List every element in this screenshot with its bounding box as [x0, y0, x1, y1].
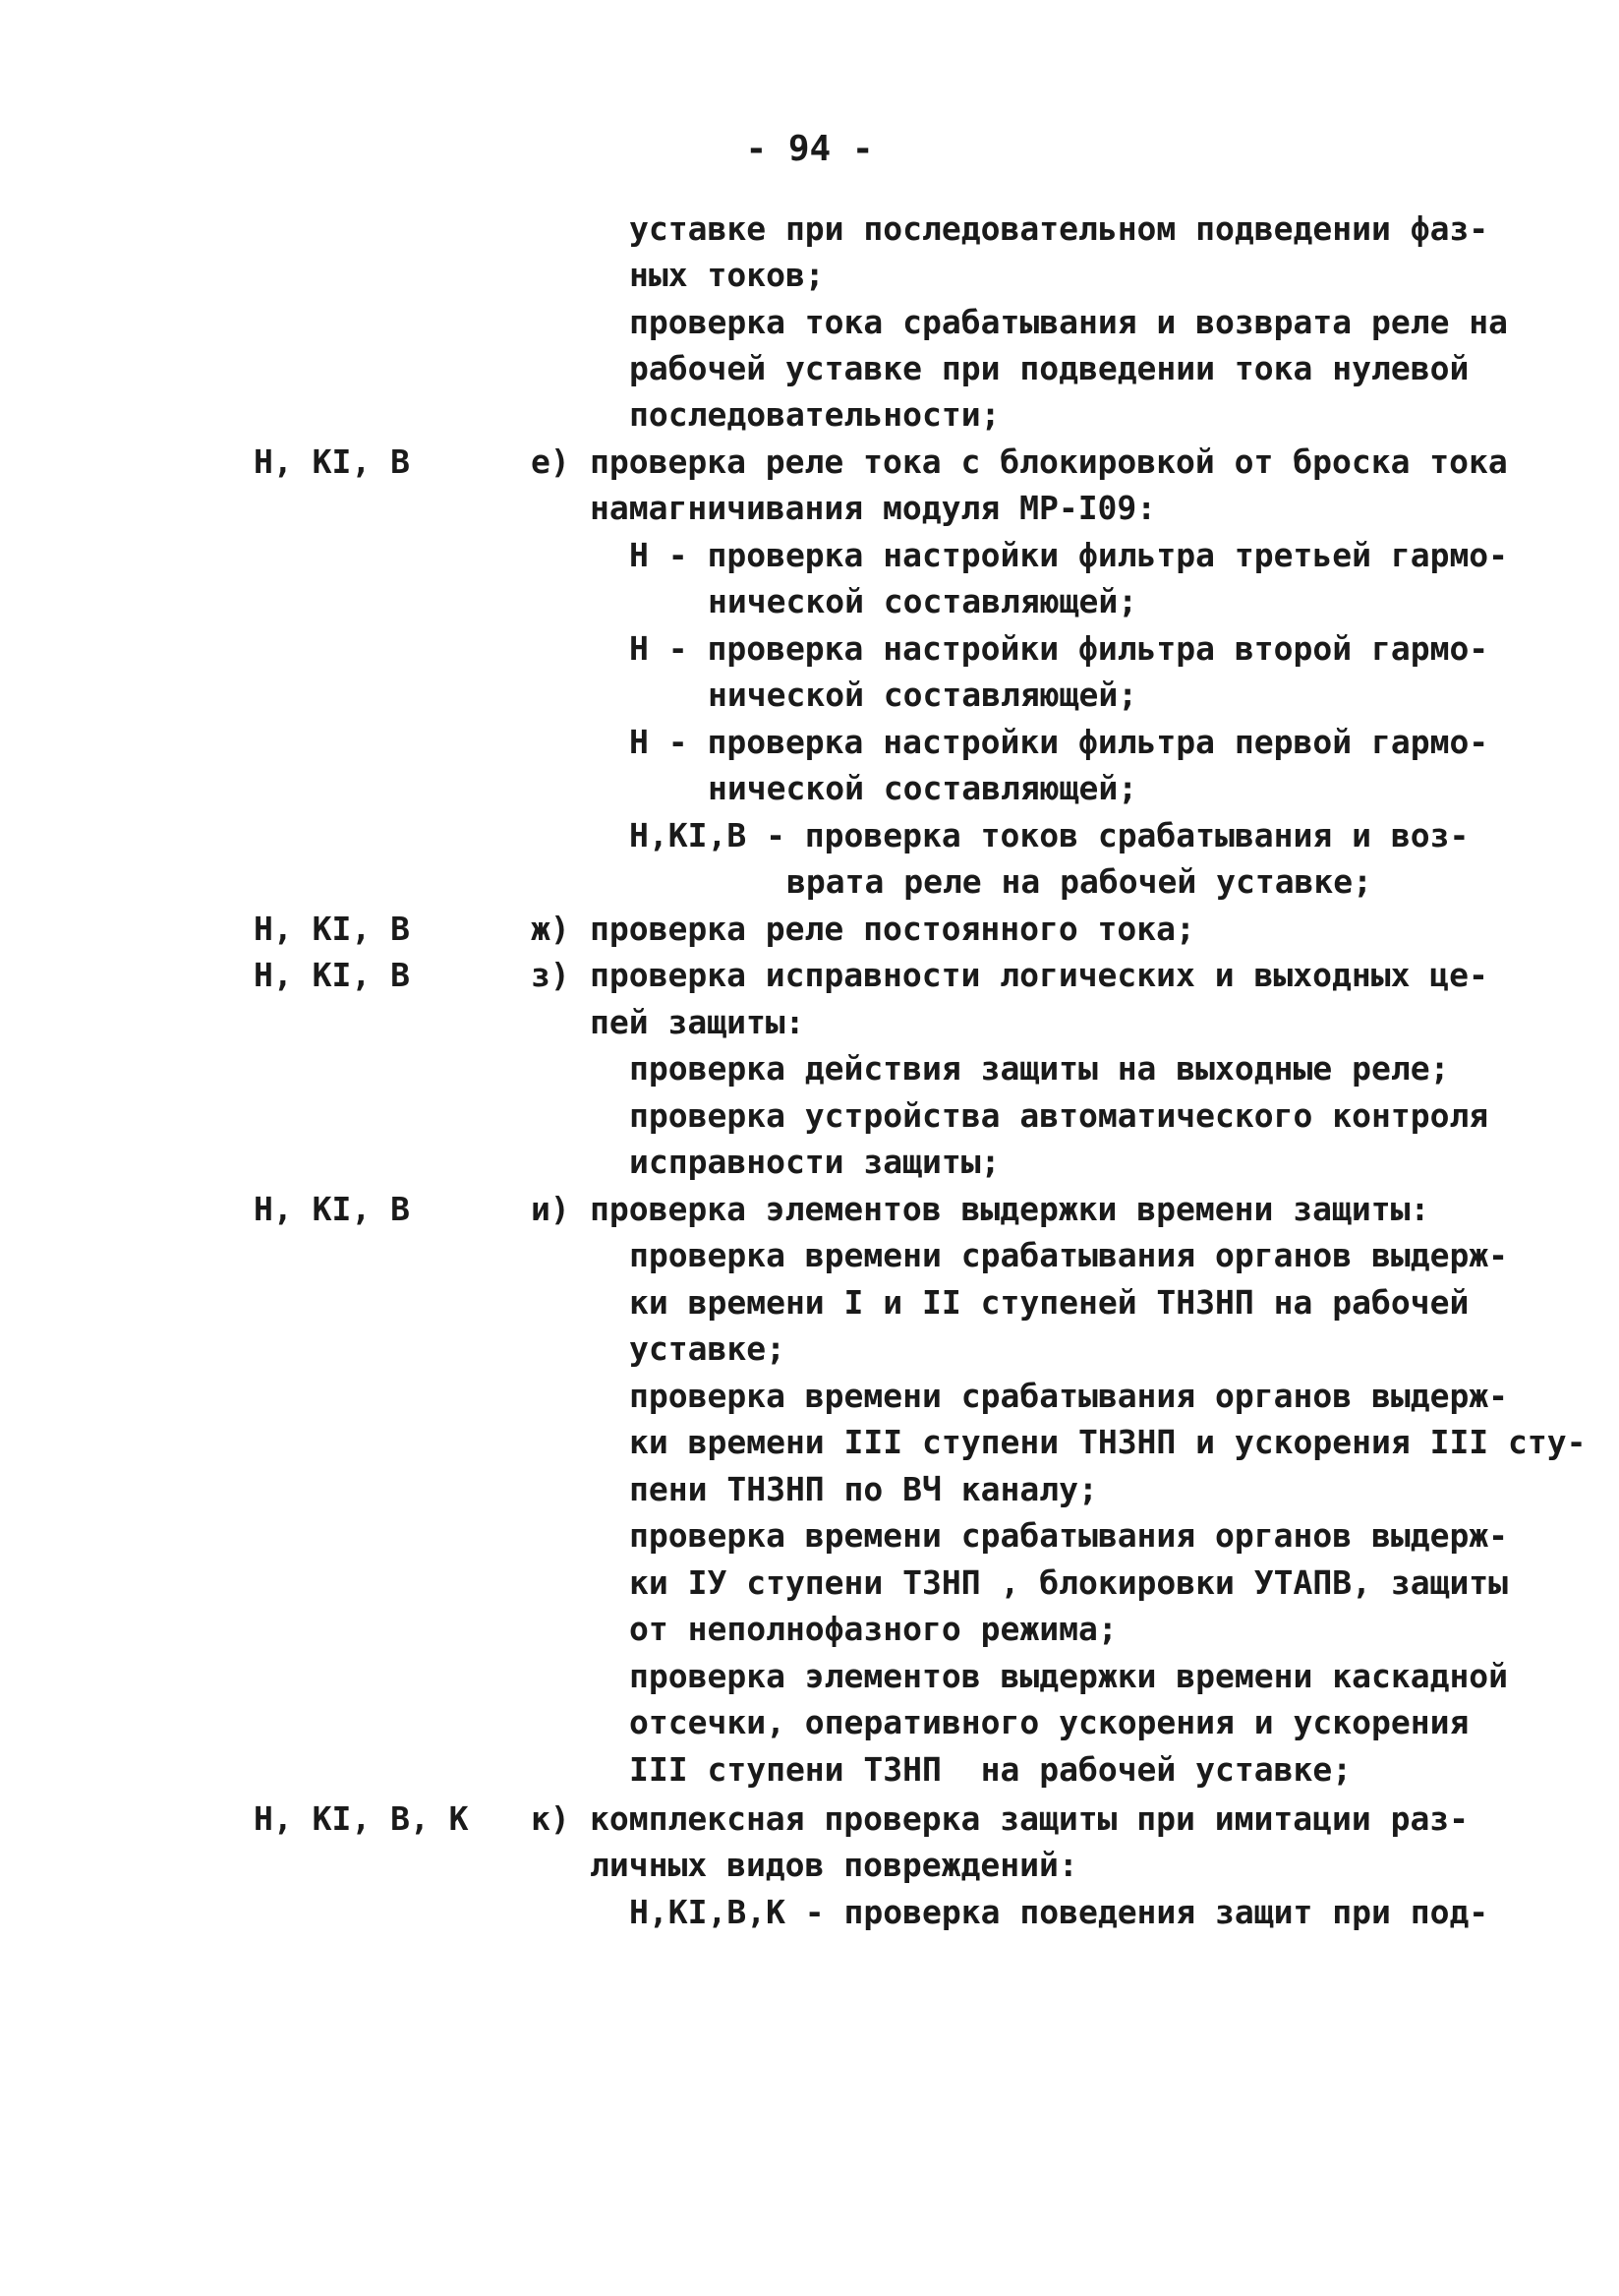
item-code: Н, КI, В [254, 1190, 410, 1228]
item-marker: и) [531, 1190, 570, 1228]
sub-item-text: ки времени I и II ступеней ТНЗНП на рабочей [629, 1283, 1470, 1322]
item-text: личных видов повреждений: [590, 1846, 1078, 1884]
sub-item-text: проверка времени срабатывания органов выдерж- [629, 1236, 1509, 1274]
item-text: проверка исправности логических и выходных це- [590, 956, 1488, 994]
item-text: проверка реле тока с блокировкой от броска тока [590, 442, 1508, 481]
sub-item-text: нической составляющей; [708, 769, 1138, 807]
text-line: ных токов; [629, 256, 825, 294]
sub-item-text: ки IУ ступени ТЗНП , блокировки УТАПВ, защиты [629, 1563, 1509, 1602]
item-text: проверка элементов выдержки времени защиты: [590, 1190, 1430, 1228]
sub-item-text: нической составляющей; [708, 582, 1138, 620]
item-marker: з) [531, 956, 570, 994]
sub-item-text: Н - проверка настройки фильтра первой гармо- [629, 723, 1489, 761]
sub-item-text: проверка устройства автоматического контроля [629, 1096, 1489, 1135]
item-text: пей защиты: [590, 1003, 805, 1041]
sub-item-text: Н - проверка настройки фильтра третьей гармо- [629, 536, 1509, 574]
item-code: Н, КI, В [254, 442, 410, 481]
sub-item-text: нической составляющей; [708, 676, 1138, 714]
sub-item-text: исправности защиты; [629, 1143, 1001, 1181]
sub-item-text: отсечки, оперативного ускорения и ускорения [629, 1703, 1470, 1741]
text-line: последовательности; [629, 395, 1001, 434]
item-text: проверка реле постоянного тока; [590, 910, 1195, 948]
item-code: Н, КI, В [254, 956, 410, 994]
sub-item-text: III ступени ТЗНП на рабочей уставке; [629, 1750, 1353, 1789]
sub-item-text: проверка времени срабатывания органов выдерж- [629, 1516, 1509, 1555]
sub-item-text: пени ТНЗНП по ВЧ каналу; [629, 1470, 1098, 1508]
sub-item-text: проверка действия защиты на выходные реле; [629, 1049, 1450, 1088]
item-text: намагничивания модуля МР-I09: [590, 489, 1157, 527]
text-line: рабочей уставке при подведении тока нулевой [629, 349, 1470, 387]
sub-item-text: ки времени III ступени ТНЗНП и ускорения III сту- [629, 1423, 1587, 1461]
page-number: - 94 - [745, 129, 874, 169]
sub-item-text: Н - проверка настройки фильтра второй гармо- [629, 629, 1489, 668]
item-code: Н, КI, В [254, 910, 410, 948]
text-line: проверка тока срабатывания и возврата реле на [629, 303, 1509, 341]
sub-item-text: проверка времени срабатывания органов выдерж- [629, 1377, 1509, 1415]
item-text: комплексная проверка защиты при имитации раз- [590, 1799, 1470, 1838]
sub-item-text: уставке; [629, 1329, 785, 1368]
sub-item-text: врата реле на рабочей уставке; [786, 862, 1373, 901]
item-marker: ж) [531, 910, 570, 948]
sub-item-text: проверка элементов выдержки времени каскадной [629, 1657, 1509, 1695]
item-marker: е) [531, 442, 570, 481]
sub-item-text: Н,КI,В,К - проверка поведения защит при под- [629, 1893, 1489, 1931]
item-marker: к) [531, 1799, 570, 1838]
text-line: уставке при последовательном подведении фаз- [629, 209, 1489, 248]
sub-item-text: от неполнофазного режима; [629, 1610, 1118, 1648]
item-code: Н, КI, В, К [254, 1799, 469, 1838]
sub-item-text: Н,КI,В - проверка токов срабатывания и воз- [629, 816, 1470, 854]
